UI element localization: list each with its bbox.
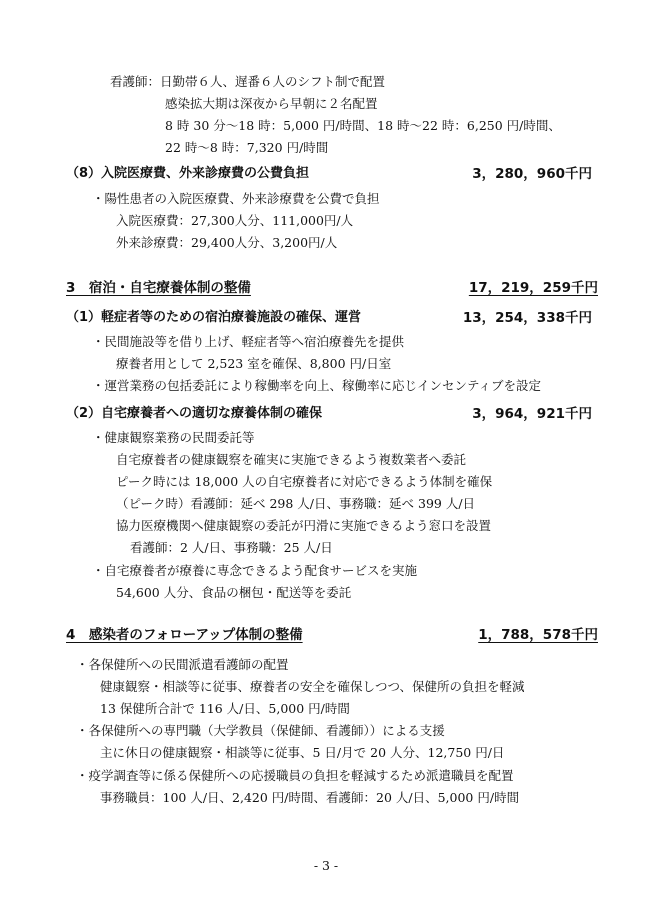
bullet-item: ・運営業務の包括委託により稼働率を向上、稼働率に応じインセンティブを設定 (92, 378, 542, 393)
text-line: 13 保健所合計で 116 人/日、5,000 円/時間 (100, 701, 350, 716)
text-line: 事務職員：100 人/日、2,420 円/時間、看護師：20 人/日、5,000 円/時間 (100, 790, 520, 805)
text-line: 感染拡大期は深夜から早朝に２名配置 (165, 96, 378, 111)
text-line: （ピーク時）看護師：延べ 298 人/日、事務職：延べ 399 人/日 (116, 496, 476, 511)
text-line: 健康観察・相談等に従事、療養者の安全を確保しつつ、保健所の負担を軽減 (100, 679, 525, 694)
bullet-item: ・民間施設等を借り上げ、軽症者等へ宿泊療養先を提供 (92, 334, 405, 349)
bullet-item: ・各保健所への専門職（大学教員（保健師、看護師））による支援 (76, 723, 445, 738)
text-line: 54,600 人分、食品の梱包・配送等を委託 (116, 585, 352, 600)
text-line: 自宅療養者の健康観察を確実に実施できるよう複数業者へ委託 (116, 452, 467, 467)
text-line: 8 時 30 分〜18 時：5,000 円/時間、18 時〜22 時：6,250 円/時間、 (165, 118, 561, 133)
subsection-title: （2）自宅療養者への適切な療養体制の確保 (66, 406, 323, 421)
bullet-item: ・各保健所への民間派遣看護師の配置 (76, 657, 289, 672)
text-line: 外来診療費：29,400人分、3,200円/人 (116, 235, 338, 250)
section-amount: 1，788，578千円 (478, 627, 598, 643)
bullet-item: ・自宅療養者が療養に専念できるよう配食サービスを実施 (92, 563, 418, 578)
text-line: 入院医療費：27,300人分、111,000円/人 (116, 213, 354, 228)
bullet-item: ・疫学調査等に係る保健所への応援職員の負担を軽減するため派遣職員を配置 (76, 768, 514, 783)
bullet-item: ・陽性患者の入院医療費、外来診療費を公費で負担 (92, 191, 380, 206)
text-line: 看護師：日勤帯６人、遅番６人のシフト制で配置 (110, 74, 386, 89)
subsection-amount: 3，280，960千円 (472, 166, 592, 182)
section-title: 3 宿泊・自宅療養体制の整備 (66, 280, 251, 296)
text-line: 療養者用として 2,523 室を確保、8,800 円/日室 (116, 356, 392, 371)
text-line: ピーク時には 18,000 人の自宅療養者に対応できるよう体制を確保 (116, 474, 493, 489)
subsection-title: （8）入院医療費、外来診療費の公費負担 (66, 166, 310, 181)
text-line: 主に休日の健康観察・相談等に従事、5 日/月で 20 人分、12,750 円/日 (100, 745, 505, 760)
subsection-title: （1）軽症者等のための宿泊療養施設の確保、運営 (66, 310, 362, 325)
section-title: 4 感染者のフォローアップ体制の整備 (66, 627, 303, 643)
subsection-amount: 13，254，338千円 (462, 310, 592, 326)
bullet-item: ・健康観察業務の民間委託等 (92, 430, 255, 445)
text-line: 22 時〜8 時：7,320 円/時間 (165, 140, 329, 155)
section-amount: 17，219，259千円 (468, 280, 598, 296)
page-number: - 3 - (313, 858, 339, 873)
subsection-amount: 3，964，921千円 (472, 406, 592, 422)
text-line: 看護師：2 人/日、事務職：25 人/日 (130, 540, 333, 555)
text-line: 協力医療機関へ健康観察の委託が円滑に実施できるよう窓口を設置 (116, 518, 492, 533)
